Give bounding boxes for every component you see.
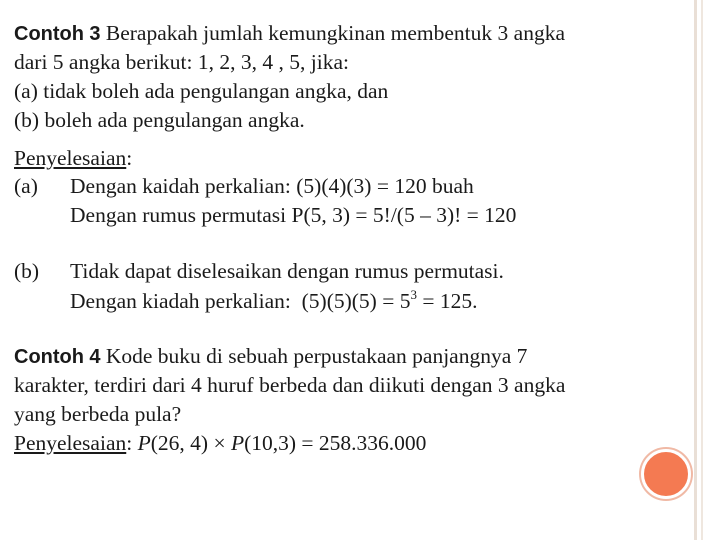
example4-text-line: karakter, terdiri dari 4 huruf berbeda dan diikuti dengan 3 angka xyxy=(14,373,566,397)
part-b-marker: (b) xyxy=(14,259,40,283)
permutation-args: (26, 4) × xyxy=(150,431,231,455)
part-b-result: = 125. xyxy=(416,289,478,313)
solution-label: Penyelesaian xyxy=(14,146,127,170)
example3-text-line: Berapakah jumlah kemungkinan membentuk 3 angka xyxy=(105,21,565,45)
permutation-result: (10,3) = 258.336.000 xyxy=(244,431,427,455)
side-rail xyxy=(694,0,697,540)
example3-number: 3 xyxy=(89,23,101,45)
solution-colon: : xyxy=(126,431,138,455)
permutation-symbol: P xyxy=(230,431,245,455)
part-b-exponent: 3 xyxy=(410,287,417,302)
solution-label: Penyelesaian xyxy=(14,431,127,455)
example4-number: 4 xyxy=(89,346,101,368)
example3-text-line: (b) boleh ada pengulangan angka. xyxy=(14,108,305,132)
example3-label: Contoh xyxy=(14,23,84,45)
part-b-formula: Dengan kiadah perkalian: (5)(5)(5) = 5 xyxy=(70,289,411,313)
example3-text-line: (a) tidak boleh ada pengulangan angka, dan xyxy=(14,79,389,103)
example4-solution xyxy=(14,430,426,456)
example4-label: Contoh xyxy=(14,346,84,368)
part-a-line1: Dengan kaidah perkalian: (5)(4)(3) = 120 buah xyxy=(70,174,474,198)
example4-text-line: yang berbeda pula? xyxy=(14,402,182,426)
part-b-line1: Tidak dapat diselesaikan dengan rumus permutasi. xyxy=(70,259,504,283)
example4-text-line: Kode buku di sebuah perpustakaan panjangnya 7 xyxy=(100,344,528,368)
part-a-line2: Dengan rumus permutasi P(5, 3) = 5!/(5 – 3)! = 120 xyxy=(70,203,517,227)
example3-solution-heading xyxy=(14,145,132,171)
orange-circle-icon xyxy=(641,449,691,499)
example3-line1 xyxy=(14,20,565,47)
part-a-marker: (a) xyxy=(14,174,38,198)
example3-text-line: dari 5 angka berikut: 1, 2, 3, 4 , 5, jika: xyxy=(14,50,349,74)
example3-part-a xyxy=(14,173,474,199)
side-rail-inner xyxy=(701,0,703,540)
part-b-line2 xyxy=(70,288,477,314)
solution-colon: : xyxy=(126,146,133,170)
example3-part-b xyxy=(14,258,504,284)
permutation-symbol: P xyxy=(137,431,151,455)
example4-line1 xyxy=(14,343,527,370)
